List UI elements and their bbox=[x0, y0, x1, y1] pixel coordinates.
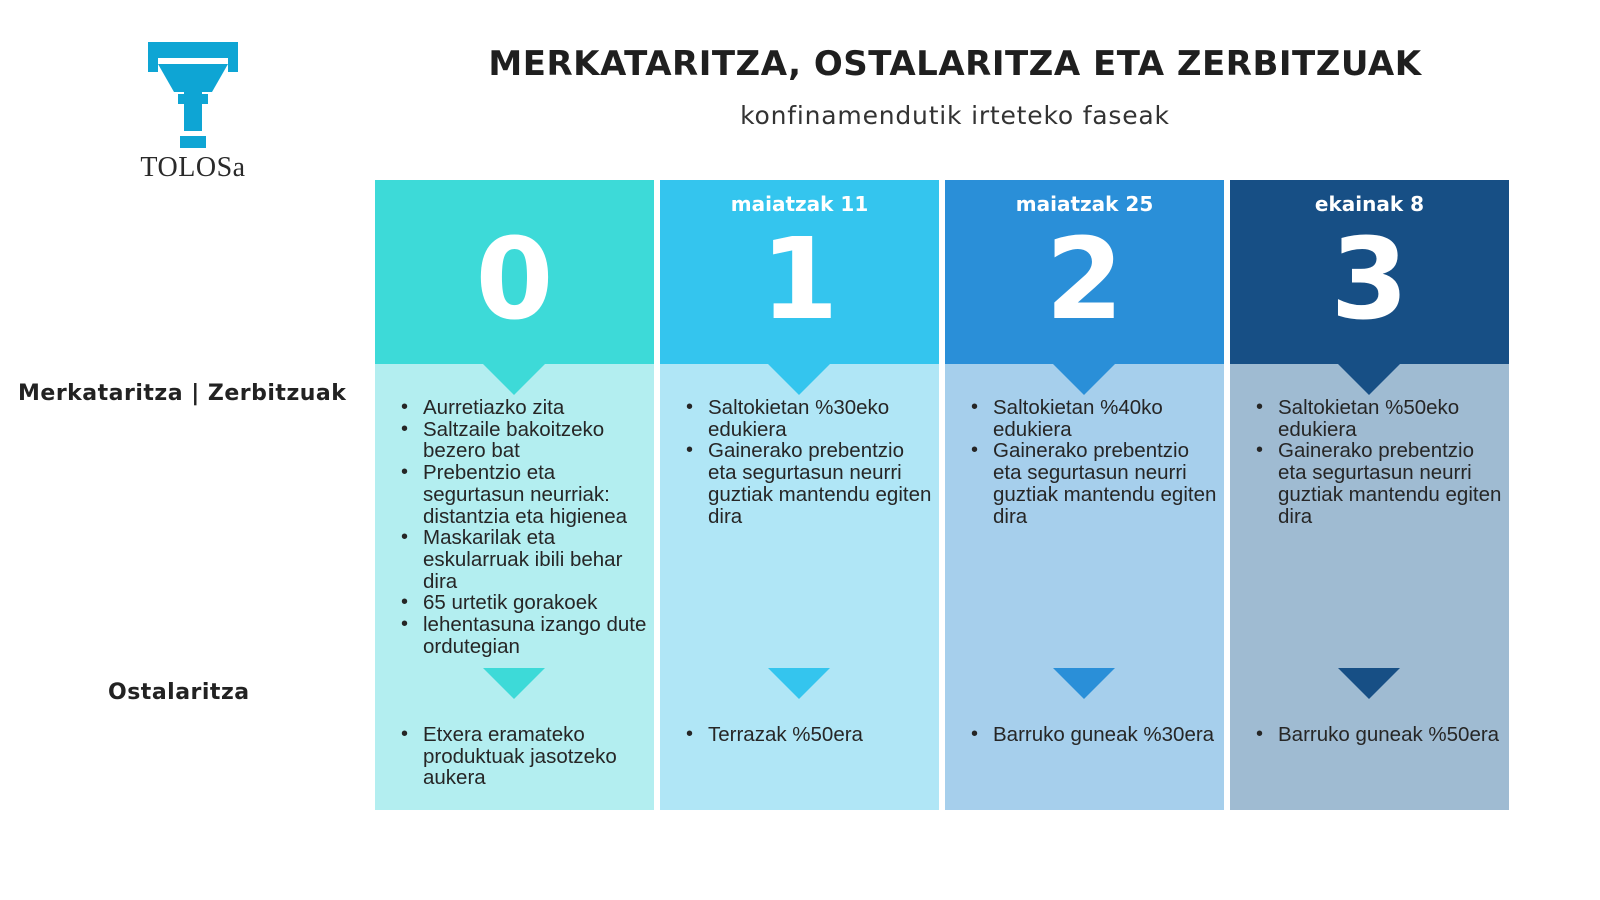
list-item: • Terrazak %50era bbox=[686, 724, 934, 746]
list-item: • Saltokietan %50eko edukiera bbox=[1256, 397, 1504, 440]
tolosa-emblem-icon bbox=[148, 42, 238, 148]
list-item: • Saltzaile bakoitzeko bezero bat bbox=[401, 419, 649, 462]
phase-column-3 bbox=[1230, 180, 1509, 810]
down-arrow-icon bbox=[768, 668, 830, 699]
list-item: • Prebentzio eta segurtasun neurriak: distantzia eta higienea bbox=[401, 462, 649, 527]
down-arrow-icon bbox=[483, 364, 545, 395]
list-item: • Maskarilak eta eskularruak ibili behar dira bbox=[401, 527, 649, 592]
phase-header bbox=[660, 180, 939, 364]
phase-column-2 bbox=[945, 180, 1224, 810]
hospitality-list bbox=[1256, 724, 1504, 746]
page-subtitle: konfinamendutik irteteko faseak bbox=[740, 101, 1170, 130]
down-arrow-icon bbox=[1338, 364, 1400, 395]
list-item: • lehentasuna izango dute ordutegian bbox=[401, 614, 649, 657]
list-item: • Gainerako prebentzio eta segurtasun neurri guztiak mantendu egiten dira bbox=[686, 440, 934, 527]
list-item: • Barruko guneak %30era bbox=[971, 724, 1219, 746]
phase-header bbox=[945, 180, 1224, 364]
row-label-commerce: Merkataritza | Zerbitzuak bbox=[18, 381, 347, 406]
down-arrow-icon bbox=[768, 364, 830, 395]
list-item: • 65 urtetik gorakoek bbox=[401, 592, 649, 614]
hospitality-list bbox=[971, 724, 1219, 746]
list-item: • Gainerako prebentzio eta segurtasun neurri guztiak mantendu egiten dira bbox=[971, 440, 1219, 527]
phase-number: 2 bbox=[1045, 215, 1124, 345]
phase-date: maiatzak 11 bbox=[730, 192, 869, 216]
phase-number: 3 bbox=[1330, 215, 1409, 345]
list-item: • Etxera eramateko produktuak jasotzeko aukera bbox=[401, 724, 649, 789]
logo-wordmark: TOLOSa bbox=[140, 152, 246, 183]
page-title: MERKATARITZA, OSTALARITZA ETA ZERBITZUAK bbox=[488, 44, 1422, 84]
down-arrow-icon bbox=[483, 668, 545, 699]
phase-header bbox=[1230, 180, 1509, 364]
commerce-list bbox=[1256, 397, 1504, 527]
phase-number: 0 bbox=[475, 215, 554, 345]
row-label-hospitality: Ostalaritza bbox=[108, 680, 250, 705]
list-item: • Saltokietan %40ko edukiera bbox=[971, 397, 1219, 440]
phase-column-1 bbox=[660, 180, 939, 810]
list-item: • Saltokietan %30eko edukiera bbox=[686, 397, 934, 440]
list-item: • Gainerako prebentzio eta segurtasun neurri guztiak mantendu egiten dira bbox=[1256, 440, 1504, 527]
list-item: • Aurretiazko zita bbox=[401, 397, 649, 419]
phase-column-0 bbox=[375, 180, 654, 810]
down-arrow-icon bbox=[1053, 668, 1115, 699]
phase-number: 1 bbox=[760, 215, 839, 345]
down-arrow-icon bbox=[1338, 668, 1400, 699]
tolosa-logo bbox=[138, 42, 248, 182]
commerce-list bbox=[401, 397, 649, 657]
phase-date: ekainak 8 bbox=[1314, 192, 1425, 216]
phase-date: maiatzak 25 bbox=[1015, 192, 1154, 216]
hospitality-list bbox=[401, 724, 649, 789]
hospitality-list bbox=[686, 724, 934, 746]
phase-header bbox=[375, 180, 654, 364]
list-item: • Barruko guneak %50era bbox=[1256, 724, 1504, 746]
commerce-list bbox=[971, 397, 1219, 527]
down-arrow-icon bbox=[1053, 364, 1115, 395]
commerce-list bbox=[686, 397, 934, 527]
